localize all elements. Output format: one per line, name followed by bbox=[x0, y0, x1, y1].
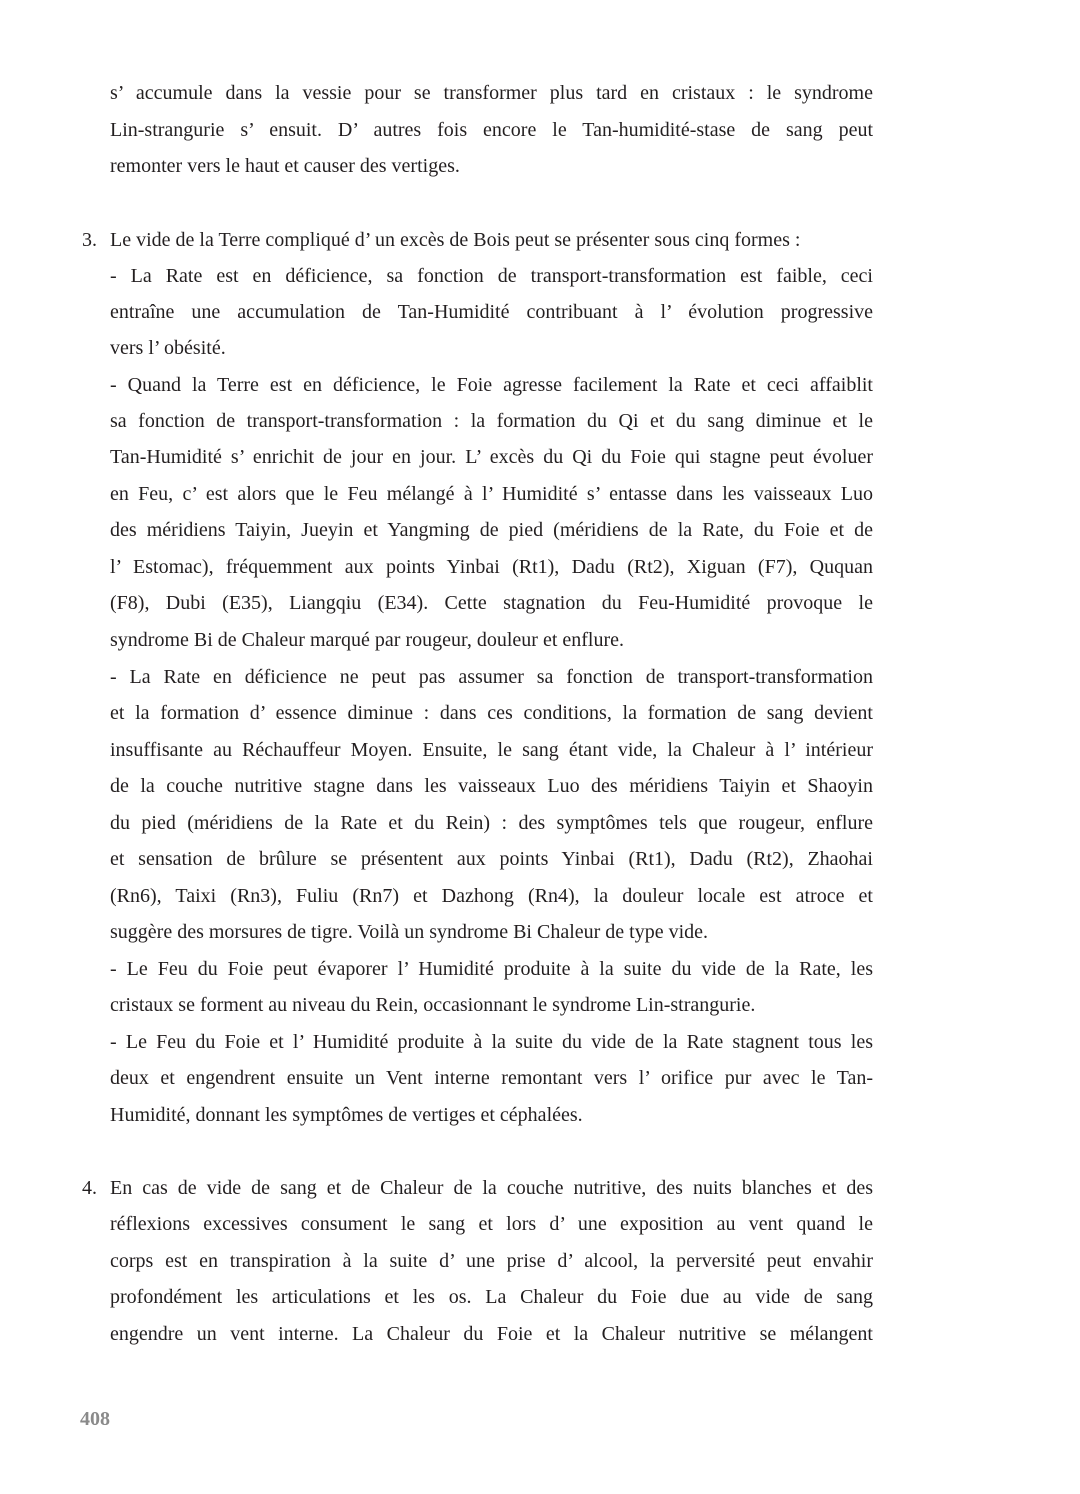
text-line: En cas de vide de sang et de Chaleur de la couche nutritive, des nuits blanches et des bbox=[110, 1177, 873, 1199]
text-line: des méridiens Taiyin, Jueyin et Yangming de pied (méridiens de la Rate, du Foie et de bbox=[110, 519, 873, 541]
text-line: - La Rate est en déficience, sa fonction de transport-transformation est faible, ceci bbox=[110, 265, 873, 287]
text-line: entraîne une accumulation de Tan-Humidité contribuant à l’ évolution progressive bbox=[110, 301, 873, 323]
text-line: insuffisante au Réchauffeur Moyen. Ensuite, le sang étant vide, la Chaleur à l’ intérieur bbox=[110, 739, 873, 761]
text-line: engendre un vent interne. La Chaleur du Foie et la Chaleur nutritive se mélangent bbox=[110, 1323, 873, 1345]
text-line: Le vide de la Terre compliqué d’ un excès de Bois peut se présenter sous cinq formes : bbox=[110, 229, 801, 251]
text-line: de la couche nutritive stagne dans les vaisseaux Luo des méridiens Taiyin et Shaoyin bbox=[110, 775, 873, 797]
text-line: l’ Estomac), fréquemment aux points Yinbai (Rt1), Dadu (Rt2), Xiguan (F7), Ququan bbox=[110, 556, 873, 578]
text-line: en Feu, c’ est alors que le Feu mélangé à l’ Humidité s’ entasse dans les vaisseaux Luo bbox=[110, 483, 873, 505]
list-number: 3. bbox=[82, 229, 97, 251]
text-line: sa fonction de transport-transformation : la formation du Qi et du sang diminue et le bbox=[110, 410, 873, 432]
text-line: Humidité, donnant les symptômes de vertiges et céphalées. bbox=[110, 1104, 583, 1126]
text-line: deux et engendrent ensuite un Vent interne remontant vers l’ orifice pur avec le Tan- bbox=[110, 1067, 873, 1089]
text-line: corps est en transpiration à la suite d’ une prise d’ alcool, la perversité peut envahir bbox=[110, 1250, 873, 1272]
text-line: - Quand la Terre est en déficience, le Foie agresse facilement la Rate et ceci affaiblit bbox=[110, 374, 873, 396]
text-line: - Le Feu du Foie peut évaporer l’ Humidité produite à la suite du vide de la Rate, les bbox=[110, 958, 873, 980]
text-line: et la formation d’ essence diminue : dans ces conditions, la formation de sang devient bbox=[110, 702, 873, 724]
text-line: remonter vers le haut et causer des vertiges. bbox=[110, 155, 460, 177]
text-line: (F8), Dubi (E35), Liangqiu (E34). Cette stagnation du Feu-Humidité provoque le bbox=[110, 592, 873, 614]
text-line: s’ accumule dans la vessie pour se transformer plus tard en cristaux : le syndrome bbox=[110, 82, 873, 104]
text-line: syndrome Bi de Chaleur marqué par rougeur, douleur et enflure. bbox=[110, 629, 625, 651]
text-line: suggère des morsures de tigre. Voilà un syndrome Bi Chaleur de type vide. bbox=[110, 921, 709, 943]
text-line: profondément les articulations et les os. La Chaleur du Foie due au vide de sang bbox=[110, 1286, 873, 1308]
text-line: vers l’ obésité. bbox=[110, 337, 226, 359]
text-line: réflexions excessives consument le sang et lors d’ une exposition au vent quand le bbox=[110, 1213, 873, 1235]
text-line: (Rn6), Taixi (Rn3), Fuliu (Rn7) et Dazhong (Rn4), la douleur locale est atroce et bbox=[110, 885, 873, 907]
text-line: cristaux se forment au niveau du Rein, occasionnant le syndrome Lin-strangurie. bbox=[110, 994, 756, 1016]
list-number: 4. bbox=[82, 1177, 97, 1199]
text-line: du pied (méridiens de la Rate et du Rein) : des symptômes tels que rougeur, enflure bbox=[110, 812, 873, 834]
text-line: - La Rate en déficience ne peut pas assumer sa fonction de transport-transformation bbox=[110, 666, 873, 688]
text-line: - Le Feu du Foie et l’ Humidité produite à la suite du vide de la Rate stagnent tous les bbox=[110, 1031, 873, 1053]
text-line: Lin-strangurie s’ ensuit. D’ autres fois encore le Tan-humidité-stase de sang peut bbox=[110, 119, 873, 141]
text-line: et sensation de brûlure se présentent aux points Yinbai (Rt1), Dadu (Rt2), Zhaohai bbox=[110, 848, 873, 870]
page-number: 408 bbox=[80, 1408, 110, 1430]
text-line: Tan-Humidité s’ enrichit de jour en jour. L’ excès du Qi du Foie qui stagne peut évoluer bbox=[110, 446, 873, 468]
